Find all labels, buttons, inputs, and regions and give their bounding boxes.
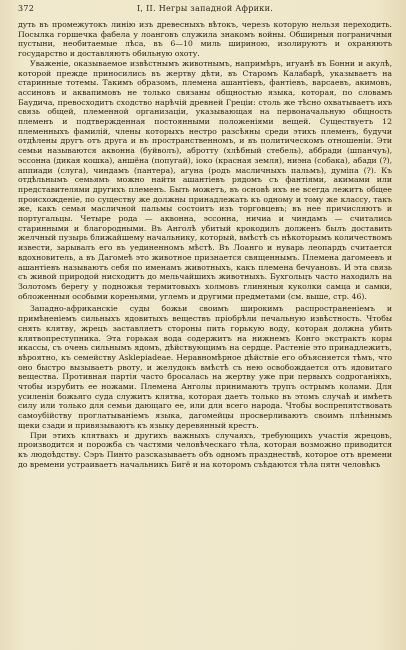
paragraph: При этихъ клятвахъ и другихъ важныхъ случаяхъ, требующихъ участія жрецовъ, производится и порожба съ частями человѣческаго тѣла, которая возможно приводится къ людоѣдству. Сэръ Пинто разсказываетъ объ одномъ празднествѣ, которое отъ времени до времени устраиваетъ начальникъ Бигё и на которомъ съѣдаются тѣла пятн человѣкъ <box>18 430 392 469</box>
page-header <box>18 4 392 18</box>
paragraph: Уваженіе, оказываемое извѣстнымъ животнымъ, напримѣръ, игуанѣ въ Бонни и акулѣ, которой прежде приносились въ жертву дѣти, въ Старомъ Калабарѣ, указываетъ на старинные тотемы. Такимъ образомъ, племена ашантіевъ, фантіевъ, варсаевъ, акимовъ, ассиновъ и аквапимовъ не только связаны общностью языка, которая, по словамъ Бaудича, превосходитъ сходство нарѣчій древней Греціи: столь же тѣсно охватываетъ ихъ связь общей, племенной организаціи, указывающая на первоначальную общность племенъ и подтвержденная постоянными положеніями вещей. Существуетъ 12 племенныхъ фамилій, члены которыхъ нестро разсѣяны среди этихъ племенъ, будучи отдѣлены другъ отъ друга и въ пространственномъ, и въ политическомъ отношеніи. Эти семьи называются аквонна (буйволъ), абротту (хлѣбный стебель), аббради (шпанчуъ), эссонна (дикая кошка), аншёна (попугай), іоко (красная земля), ниэна (собака), абади (?), аппиади (слуга), чиндамъ (пантера), агуна (родъ масличныхъ пальмъ), думіпа (?). Къ отдѣльнымъ семьямъ можно найти ашантіевъ рядомъ съ фантіями, акимами или представителями другихъ племенъ. Быть можетъ, въ основѣ ихъ не всегда лежитъ общее происхожденіе, по существу же должны принадлежать къ одному и тому же классу, такъ же, какъ семья масличной пальмы состоитъ изъ торговцевъ; въ нее причисляютъ и португальцы. Четыре рода — аквонна, эссонна, ничиа и чиндамъ — считались старинными и благородными. Въ Анголѣ убитый крокодилъ долженъ былъ доставить желчный пузырь ближайшему начальнику, который, вмѣстѣ съ нѣкоторымъ количествомъ извести, зарывалъ его въ уединенномъ мѣстѣ. Въ Лоанго и нуварь леопардъ считается вдохновитель, а въ Дагомеѣ это животное признается священнымъ. Племена дагомеевъ и ашантіевъ называютъ себя по именамъ животныхъ, какъ племена бечуановъ. И эта связь съ живой природой нисходитъ до мельчайшихъ животныхъ. Бухгольцъ часто находилъ на Золотомъ берегу у подножья термитовыхъ холмовъ глиняныя куколки самца и самки, обложенныя особыми кореньями, углемъ и другими предметами (см. выше, стр. 46). <box>18 58 392 301</box>
paragraph: Западно-африканскіе суды божьи своимъ широкимъ распространеніемъ и примѣненіемъ сильныхъ ядовитыхъ веществъ пріобрѣли печальную извѣстность. Чтобы снять клятву, жрецъ заставляетъ стороны пить горькую воду, которая должна убить клятвопреступника. Эта горькая вода содержитъ на нижнемъ Конго экстрактъ коры икассы, съ очень сильнымъ ядомъ, дѣйствующимъ на сердце. Растеніе это принадлежитъ, вѣроятно, къ семейству Asklepiadeae. Неравномѣрное дѣйствіе его объясняется тѣмъ, что оно быстро вызываетъ рвоту, и желудокъ вмѣстѣ съ нею освобождается отъ ядовитаго вещества. Противная партія часто бросалась на жертву уже при первыхъ содроганіяхъ, чтобы изрубить ее ножами. Племена Анголы принимаютъ трупъ острымъ колами. Для усиленія божьяго суда служитъ клятва, которая даетъ только въ этомъ случаѣ и имѣетъ силу или только для семьи дающаго ее, или для всего народа. Чтобы воспрепятствовать самоубійству проглатываніемъ языка, дагомейцы просверливаютъ своимъ плѣннымъ щеки сзади и привязываютъ къ языку деревянный крестъ. <box>18 304 392 430</box>
body-text <box>18 20 392 469</box>
paragraph: дуть въ промежутокъ линію изъ древесныхъ вѣтокъ, черезъ которую нельзя переходить. Посылка горшечка фабела у лоанговъ служила знакомъ войны. Обширныя пограничныя пустыни, необитаемые лѣса, въ 6—10 миль шириною, изолируютъ и охраняютъ государство и доставляютъ обильную охоту. <box>18 20 392 59</box>
page-number: 372 <box>18 4 35 13</box>
running-head: I, II. Негры западной Африки. <box>136 4 274 13</box>
